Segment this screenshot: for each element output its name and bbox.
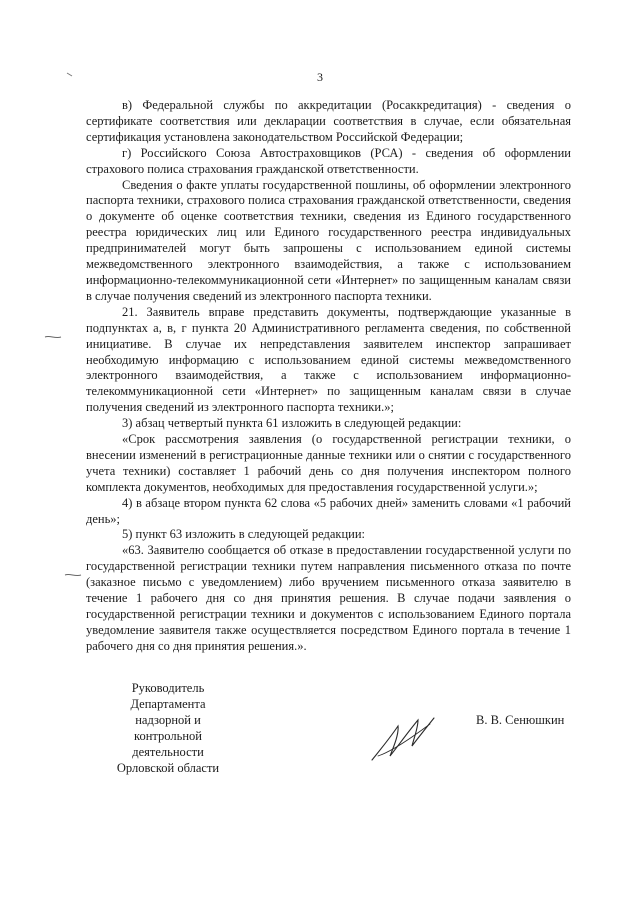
- paragraph-item-21: 21. Заявитель вправе представить документы, подтверждающие указанные в подпунктах а, в, г пункта 20 Административного регламента сведения, по собственной инициативе. В случае их непредставления заявителем инспектор запрашивает необходимую информацию с использованием единой системы межведомственного электронного взаимодействия, а также с использованием информационно-телекоммуникационной сети «Интернет» по защищенным каналам связи в случае получения сведений из электронного паспорта техники.»;: [86, 304, 571, 415]
- document-body: [86, 98, 571, 655]
- paragraph-amendment-4: 4) в абзаце втором пункта 62 слова «5 рабочих дней» заменить словами «1 рабочий день»;: [86, 495, 571, 526]
- signatory-position-line: надзорной и: [135, 713, 201, 727]
- handwritten-signature: [368, 712, 440, 764]
- paragraph-rsa: г) Российского Союза Автостраховщиков (РСА) - сведения об оформлении страхового полиса страхования гражданской ответственности.: [86, 145, 571, 176]
- margin-dash: [44, 334, 62, 340]
- paragraph-information-sources: Сведения о факте уплаты государственной пошлины, об оформлении электронного паспорта техники, страхового полиса страхования гражданской ответственности, сведения о документе об оценке соответствия техники, сведения из Единого государственного реестра юридических лиц или Единого государственного реестра индивидуальных предпринимателей могут быть запрошены с использованием единой системы межведомственного электронного взаимодействия, а также с использованием информационно-телекоммуникационной сети «Интернет» по защищенным каналам связи в случае получения сведений из электронного паспорта техники.: [86, 177, 571, 303]
- signatory-position: [108, 680, 228, 776]
- page-number: 3: [317, 70, 323, 84]
- signatory-position-line: контрольной: [134, 729, 202, 743]
- paragraph-amendment-3: 3) абзац четвертый пункта 61 изложить в следующей редакции:: [122, 416, 462, 431]
- signatory-position-line: Орловской области: [116, 761, 220, 775]
- paragraph-review-period: «Срок рассмотрения заявления (о государственной регистрации техники, о внесении изменений в регистрационные данные техники или о снятии с государственного учета техники) составляет 1 рабочий день со дня получения инспектором полного комплекта документов, необходимых для предоставления государственной услуги.»;: [86, 432, 571, 494]
- scan-speck: [66, 72, 74, 78]
- signatory-name: В. В. Сенюшкин: [476, 713, 565, 727]
- paragraph-item-63: «63. Заявителю сообщается об отказе в предоставлении государственной услуги по государственной регистрации техники путем направления письменного отказа по почте (заказное письмо с уведомлением) либо вручением письменного отказа заявителю в течение 1 рабочего дня со дня принятия решения. В случае подачи заявления о государственной регистрации техники и документов с использованием Единого портала уведомление заявителя также осуществляется посредством Единого портала в течение 1 рабочего дня со дня принятия решения.».: [86, 543, 571, 653]
- signatory-position-line: деятельности: [132, 745, 204, 759]
- paragraph-amendment-5: 5) пункт 63 изложить в следующей редакции:: [122, 527, 365, 542]
- margin-dash: [64, 572, 82, 578]
- paragraph-rosaccreditation: в) Федеральной службы по аккредитации (Росаккредитация) - сведения о сертификате соответствия или декларации соответствия в случае, если обязательная сертификация установлена законодательством Российской Федерации;: [86, 98, 571, 144]
- signatory-position-line: Руководитель: [131, 681, 205, 695]
- signatory-position-line: Департамента: [130, 697, 206, 711]
